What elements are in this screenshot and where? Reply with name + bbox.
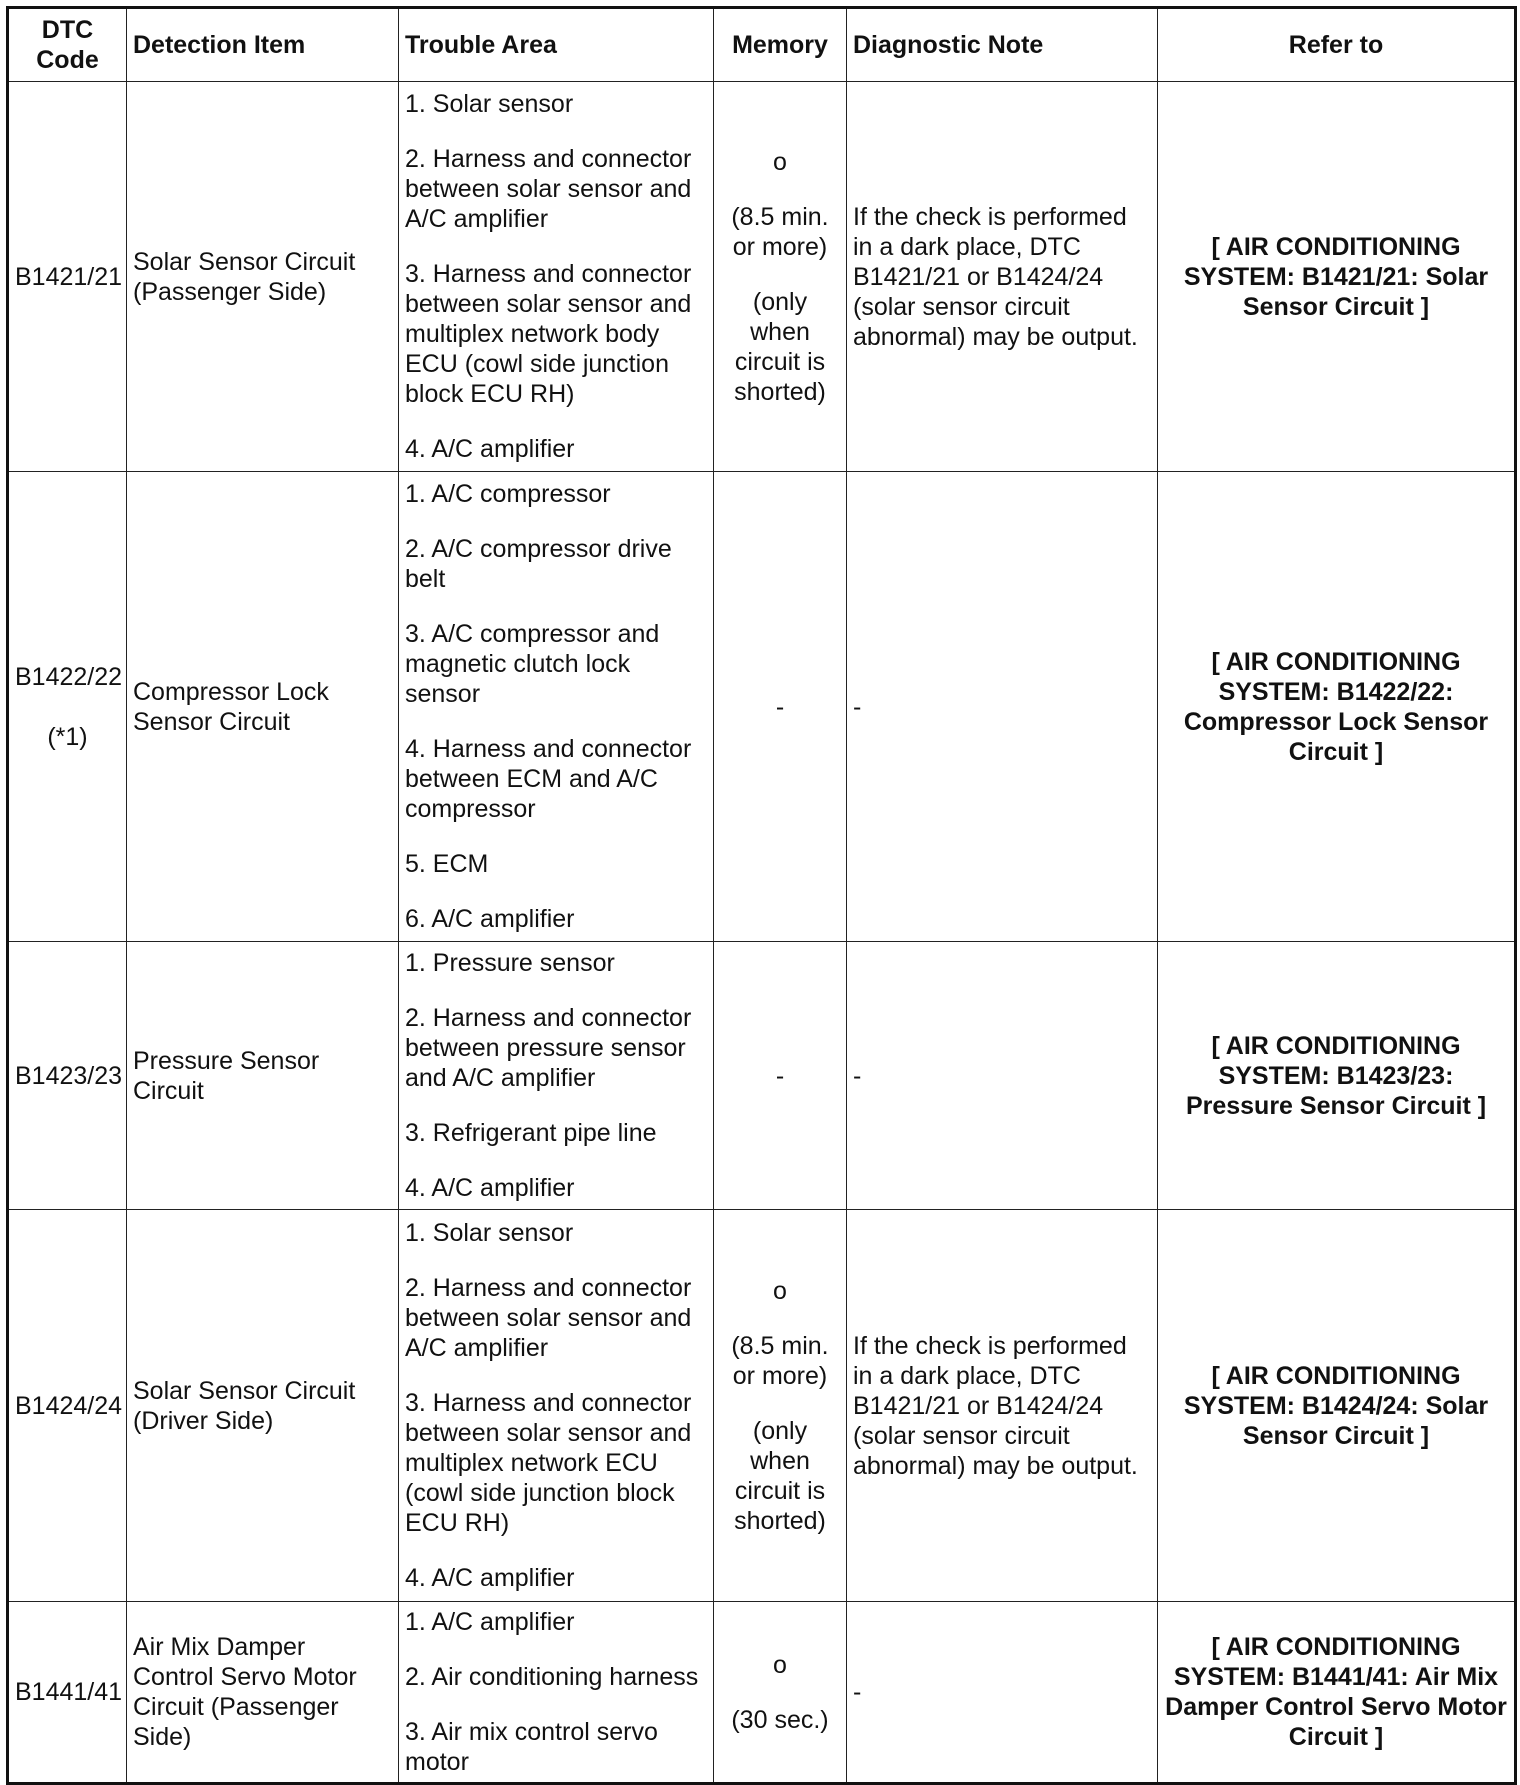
header-trouble-area: Trouble Area: [399, 8, 714, 82]
trouble-area-item: 5. ECM: [405, 850, 489, 878]
memory-cell: [714, 942, 847, 1210]
dtc-code: B1422/22: [15, 662, 123, 691]
header-detection-item: Detection Item: [127, 8, 399, 82]
refer-to-link[interactable]: [ AIR CONDITIONING SYSTEM: B1441/41: Air Mix Damper Control Servo Motor Circuit ]: [1158, 1602, 1516, 1784]
trouble-area-item: 1. A/C amplifier: [405, 1608, 575, 1636]
table-row: [8, 1210, 1516, 1602]
detection-item: Solar Sensor Circuit (Passenger Side): [127, 82, 399, 472]
table-row: [8, 942, 1516, 1210]
refer-to-link[interactable]: [ AIR CONDITIONING SYSTEM: B1422/22: Compressor Lock Sensor Circuit ]: [1158, 472, 1516, 942]
trouble-area-item: 2. Air conditioning harness: [405, 1663, 699, 1691]
dtc-table: [6, 6, 1517, 1785]
table-row: [8, 1602, 1516, 1784]
memory-value: (8.5 min. or more): [731, 1331, 829, 1390]
trouble-area-item: 1. Pressure sensor: [405, 949, 615, 977]
dtc-code: B1424/24: [15, 1391, 123, 1420]
dtc-code-footnote: (*1): [47, 722, 88, 751]
diagnostic-note: -: [847, 942, 1158, 1210]
memory-cell: [714, 1210, 847, 1602]
detection-item: Solar Sensor Circuit (Driver Side): [127, 1210, 399, 1602]
detection-item: Compressor Lock Sensor Circuit: [127, 472, 399, 942]
header-memory: Memory: [714, 8, 847, 82]
memory-value: -: [775, 692, 785, 721]
trouble-area-cell: [399, 942, 714, 1210]
header-dtc-code: DTC Code: [8, 8, 127, 82]
memory-value: (only when circuit is shorted): [734, 287, 826, 406]
trouble-area-cell: [399, 1210, 714, 1602]
memory-value: (30 sec.): [731, 1705, 829, 1734]
trouble-area-item: 3. Harness and connector between solar sensor and multiplex network body ECU (cowl side junction block ECU RH): [405, 260, 692, 408]
diagnostic-note: If the check is performed in a dark place, DTC B1421/21 or B1424/24 (solar sensor circuit abnormal) may be output.: [847, 1210, 1158, 1602]
trouble-area-cell: [399, 472, 714, 942]
memory-cell: [714, 1602, 847, 1784]
trouble-area-item: 4. A/C amplifier: [405, 1564, 575, 1592]
trouble-area-item: 1. Solar sensor: [405, 90, 574, 118]
diagnostic-note: -: [847, 1602, 1158, 1784]
memory-value: (only when circuit is shorted): [734, 1416, 826, 1535]
trouble-area-item: 3. Refrigerant pipe line: [405, 1119, 657, 1147]
detection-item: Air Mix Damper Control Servo Motor Circuit (Passenger Side): [127, 1602, 399, 1784]
dtc-code-cell: [8, 1210, 127, 1602]
refer-to-link[interactable]: [ AIR CONDITIONING SYSTEM: B1421/21: Solar Sensor Circuit ]: [1158, 82, 1516, 472]
trouble-area-item: 2. Harness and connector between solar sensor and A/C amplifier: [405, 145, 692, 233]
trouble-area-item: 1. Solar sensor: [405, 1219, 574, 1247]
dtc-code: B1441/41: [15, 1678, 123, 1706]
memory-value: o: [773, 1650, 787, 1679]
memory-value: o: [773, 1276, 787, 1305]
trouble-area-item: 3. Harness and connector between solar sensor and multiplex network ECU (cowl side junction block ECU RH): [405, 1389, 692, 1537]
trouble-area-item: 4. Harness and connector between ECM and A/C compressor: [405, 735, 692, 823]
memory-value: o: [773, 147, 787, 176]
header-row: [8, 8, 1516, 82]
dtc-code-cell: [8, 82, 127, 472]
diagnostic-note: -: [847, 472, 1158, 942]
detection-item: Pressure Sensor Circuit: [127, 942, 399, 1210]
memory-value: (8.5 min. or more): [731, 202, 829, 261]
trouble-area-cell: [399, 82, 714, 472]
trouble-area-item: 6. A/C amplifier: [405, 905, 575, 933]
refer-to-link[interactable]: [ AIR CONDITIONING SYSTEM: B1423/23: Pressure Sensor Circuit ]: [1158, 942, 1516, 1210]
refer-to-link[interactable]: [ AIR CONDITIONING SYSTEM: B1424/24: Solar Sensor Circuit ]: [1158, 1210, 1516, 1602]
memory-value: -: [775, 1061, 785, 1090]
trouble-area-item: 3. A/C compressor and magnetic clutch lock sensor: [405, 620, 660, 708]
table-body: [8, 82, 1516, 1784]
diagnostic-note: If the check is performed in a dark place, DTC B1421/21 or B1424/24 (solar sensor circuit abnormal) may be output.: [847, 82, 1158, 472]
memory-cell: [714, 82, 847, 472]
table-row: [8, 82, 1516, 472]
dtc-code-cell: [8, 942, 127, 1210]
trouble-area-cell: [399, 1602, 714, 1784]
trouble-area-item: 2. Harness and connector between solar sensor and A/C amplifier: [405, 1274, 692, 1362]
trouble-area-item: 3. Air mix control servo motor: [405, 1718, 658, 1776]
table-row: [8, 472, 1516, 942]
trouble-area-item: 4. A/C amplifier: [405, 1174, 575, 1202]
dtc-code-cell: [8, 472, 127, 942]
trouble-area-item: 2. A/C compressor drive belt: [405, 535, 672, 593]
dtc-code-cell: [8, 1602, 127, 1784]
dtc-code: B1423/23: [15, 1061, 123, 1090]
header-refer-to: Refer to: [1158, 8, 1516, 82]
header-diagnostic-note: Diagnostic Note: [847, 8, 1158, 82]
trouble-area-item: 4. A/C amplifier: [405, 435, 575, 463]
dtc-code: B1421/21: [15, 262, 123, 291]
trouble-area-item: 1. A/C compressor: [405, 480, 611, 508]
memory-cell: [714, 472, 847, 942]
trouble-area-item: 2. Harness and connector between pressure sensor and A/C amplifier: [405, 1004, 692, 1092]
